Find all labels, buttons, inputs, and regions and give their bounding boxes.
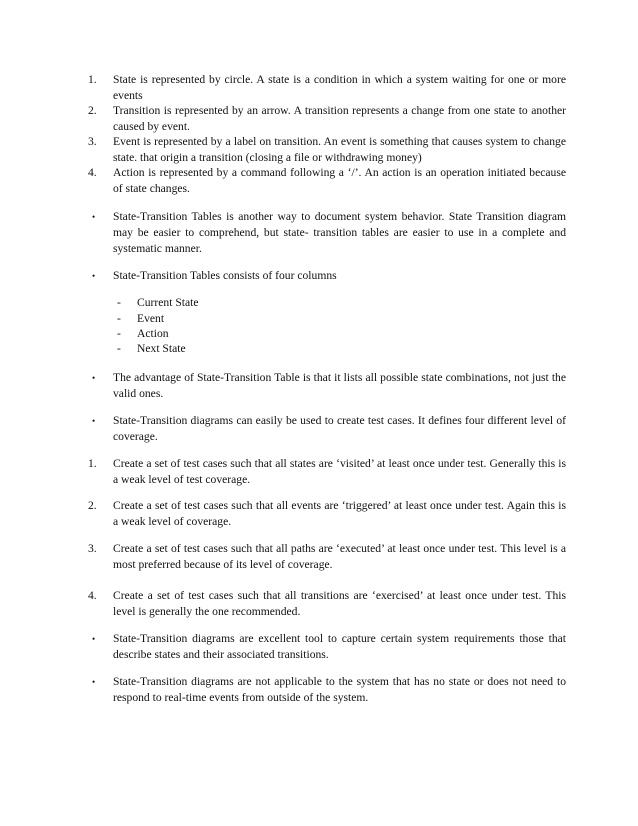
coverage-text: Create a set of test cases such that all events are ‘triggered’ at least once under test. Again this is a weak level of coverage. — [113, 499, 566, 528]
bullet-item — [88, 268, 566, 284]
bullet-text: State-Transition diagrams are not applicable to the system that has no state or does not need to respond to real-time events from outside of the system. — [113, 675, 566, 704]
column-list-item — [117, 341, 417, 357]
list-item — [88, 165, 566, 197]
bullet-text: The advantage of State-Transition Table is that it lists all possible state combinations, not just the valid ones. — [113, 371, 566, 400]
list-item — [88, 134, 566, 166]
dash-icon: - — [117, 296, 121, 309]
dash-icon: - — [117, 342, 121, 355]
column-list-item — [117, 311, 417, 327]
column-list-item — [117, 326, 417, 342]
bullet-icon: • — [92, 271, 96, 281]
list-item-text: Event is represented by a label on transition. An event is something that causes system to change state. that origin a transition (closing a file or withdrawing money) — [113, 135, 566, 164]
coverage-item — [88, 541, 566, 573]
coverage-text: Create a set of test cases such that all transitions are ‘exercised’ at least once under test. This level is generally the one recommended. — [113, 589, 566, 618]
column-name: Event — [137, 312, 165, 325]
list-number: 1. — [88, 457, 97, 470]
list-item-text: State is represented by circle. A state is a condition in which a system waiting for one or more events — [113, 73, 566, 102]
coverage-text: Create a set of test cases such that all paths are ‘executed’ at least once under test. This level is a most preferred because of its level of coverage. — [113, 542, 566, 571]
bullet-icon: • — [92, 677, 96, 687]
list-number: 3. — [88, 135, 97, 148]
coverage-text: Create a set of test cases such that all states are ‘visited’ at least once under test. Generally this is a weak level of test coverage. — [113, 457, 566, 486]
bullet-item — [88, 631, 566, 663]
bullet-text: State-Transition diagrams are excellent tool to capture certain system requirements those that describe states and their associated transitions. — [113, 632, 566, 661]
column-name: Current State — [137, 296, 199, 309]
list-number: 1. — [88, 73, 97, 86]
column-list-item — [117, 295, 417, 311]
bullet-icon: • — [92, 416, 96, 426]
bullet-item — [88, 209, 566, 257]
bullet-item — [88, 370, 566, 402]
column-name: Action — [137, 327, 169, 340]
list-item-text: Transition is represented by an arrow. A transition represents a change from one state to another caused by event. — [113, 104, 566, 133]
list-number: 4. — [88, 166, 97, 179]
list-item-text: Action is represented by a command following a ‘/’. An action is an operation initiated because of state changes. — [113, 166, 566, 195]
coverage-item — [88, 498, 566, 530]
bullet-text: State-Transition Tables consists of four columns — [113, 269, 337, 282]
bullet-icon: • — [92, 373, 96, 383]
bullet-icon: • — [92, 212, 96, 222]
list-number: 4. — [88, 589, 97, 602]
bullet-item — [88, 413, 566, 445]
list-number: 3. — [88, 542, 97, 555]
bullet-icon: • — [92, 634, 96, 644]
coverage-item — [88, 588, 566, 620]
bullet-text: State-Transition diagrams can easily be used to create test cases. It defines four different level of coverage. — [113, 414, 566, 443]
bullet-text: State-Transition Tables is another way to document system behavior. State Transition diagram may be easier to comprehend, but state- transition tables are easier to use in a complete and systematic manner. — [113, 210, 566, 255]
list-item — [88, 103, 566, 135]
dash-icon: - — [117, 327, 121, 340]
coverage-item — [88, 456, 566, 488]
column-name: Next State — [137, 342, 186, 355]
list-number: 2. — [88, 499, 97, 512]
list-number: 2. — [88, 104, 97, 117]
list-item — [88, 72, 566, 104]
bullet-item — [88, 674, 566, 706]
dash-icon: - — [117, 312, 121, 325]
